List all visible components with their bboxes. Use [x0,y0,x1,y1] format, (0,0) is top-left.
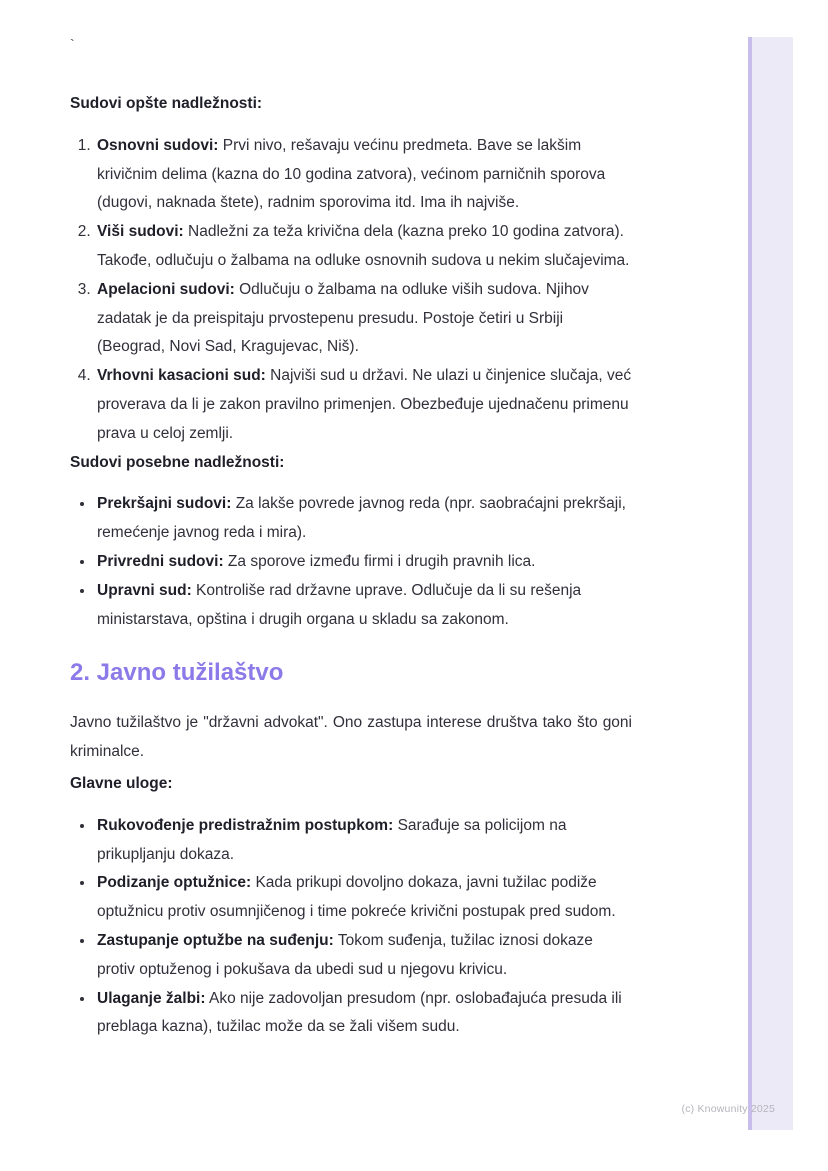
item-label: Privredni sudovi: [97,552,224,570]
item-text: Za lakše povrede javnog reda (npr. saobraćajni prekršaji, remećenje javnog reda i mira). [97,495,626,542]
item-text: Kontroliše rad državne uprave. Odlučuje da li su rešenja ministarstava, opština i drugih organa u skladu sa zakonom. [97,581,582,628]
item-text: Nadležni za teža krivična dela (kazna preko 10 godina zatvora). Takođe, odlučuju o žalbama na odluke osnovnih sudova u nekim slučajevima. [97,223,630,269]
special-courts-list [70,490,632,634]
item-text: Sarađuje sa policijom na prikupljanju dokaza. [97,816,567,863]
list-item [95,490,632,548]
heading-main-roles: Glavne uloge: [70,774,173,792]
item-label: Vrhovni kasacioni sud: [97,367,266,385]
item-text: Kada prikupi dovoljno dokaza, javni tužilac podiže optužnicu protiv osumnjičenog i time pokreće krivični postupak pred sudom. [97,874,616,921]
item-text: Tokom suđenja, tužilac iznosi dokaze protiv optuženog i pokušava da ubedi sud u njegovu krivicu. [97,931,593,978]
item-text: Najviši sud u državi. Ne ulazi u činjenice slučaja, već proverava da li je zakon pravilno primenjen. Obezbeđuje ujednačenu primenu prava u celoj zemlji. [97,367,632,442]
heading-general-courts: Sudovi opšte nadležnosti: [70,95,263,112]
item-label: Podizanje optužnice: [97,874,252,892]
item-text: Ako nije zadovoljan presudom (npr. oslobađajuća presuda ili preblaga kazna), tužilac može da se žali višem sudu. [97,989,622,1036]
stray-backtick-mark: ` [70,36,75,52]
list-item [95,927,632,985]
item-text: Prvi nivo, rešavaju većinu predmeta. Bave se lakšim krivičnim delima (kazna do 10 godina zatvora), većinom parničnih sporova (dugovi, naknada štete), radnim sporovima itd. Ima ih najviše. [97,136,606,212]
list-item [95,276,632,362]
list-item [95,577,632,635]
item-label: Osnovni sudovi: [97,136,219,154]
list-item [95,812,632,870]
item-text: Odlučuju o žalbama na odluke viših sudova. Njihov zadatak je da preispitaju prvostepenu presudu. Postoje četiri u Srbiji (Beograd, Novi Sad, Kragujevac, Niš). [97,280,589,356]
item-label: Zastupanje optužbe na suđenju: [97,931,334,949]
item-label: Apelacioni sudovi: [97,280,235,298]
prosecution-intro-paragraph: Javno tužilaštvo je "državni advokat". Ono zastupa interese društva tako što goni kriminalce. [70,714,632,761]
list-item [95,985,632,1043]
prosecution-roles-list [70,812,632,1042]
item-label: Viši sudovi: [97,223,184,241]
list-item [95,869,632,927]
list-item [95,548,632,577]
heading-prosecution: 2. Javno tužilaštvo [70,659,284,687]
list-item [95,218,632,276]
item-text: Za sporove između firmi i drugih pravnih lica. [223,552,536,570]
item-label: Ulaganje žalbi: [97,989,206,1007]
heading-special-courts: Sudovi posebne nadležnosti: [70,453,285,471]
item-label: Rukovođenje predistražnim postupkom: [97,816,394,834]
next-page-edge-strip [748,37,793,1130]
document-page-content [70,90,632,1042]
copyright-watermark: (c) Knowunity 2025 [681,1103,775,1115]
item-label: Upravni sud: [97,581,192,599]
list-item [95,362,632,448]
list-item [95,132,632,218]
item-label: Prekršajni sudovi: [97,495,232,513]
general-courts-list [70,132,632,449]
